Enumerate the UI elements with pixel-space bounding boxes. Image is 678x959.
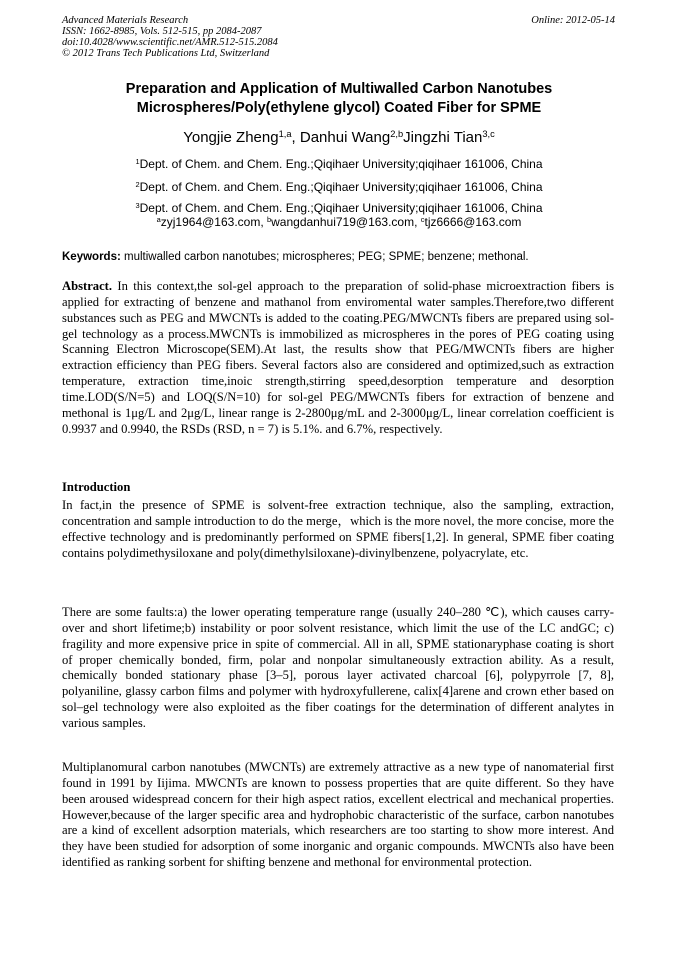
author-affiliation-mark: 3,c [482,128,495,139]
journal-header [62,15,278,59]
email-address: zyj1964@163.com, [160,215,267,229]
doi-line: doi:10.4028/www.scientific.net/AMR.512-515.2084 [62,37,278,48]
author-affiliation-mark: 1,a [278,128,292,139]
email-line [60,215,618,229]
affiliation-number: 3 [135,200,140,210]
introduction-paragraph-2: There are some faults:a) the lower operating temperature range (usually 240–280 ℃), which causes carry-over and short lifetime;b) instability or poor solvent resistance, which limit the use of the LC andGC; c) fragility and more expensive price in spite of commercial. All in all, SPME stationaryphase coating is short of proper chemically bonded, firm, polar and nonpolar simultaneously extraction ability. As a result, chemically bonded stationary phase [3–5], porous layer activated charcoal [6], polypyrrole [7, 8], polyaniline, glassy carbon films and polymer with hydroxyfullerene, calix[4]arene and crown ether based on sol–gel technology were also exploited as the fiber coatings for the determination of different analytes in various samples. [62,605,614,730]
author-affiliation-mark: 2,b [390,128,404,139]
affiliation-text: Dept. of Chem. and Chem. Eng.;Qiqihaer University;qiqihaer 161006, China [139,157,543,171]
email-mark: a [156,214,161,224]
abstract-text: In this context,the sol-gel approach to the preparation of solid-phase microextraction fibers is applied for extracting of benzene and mathanol from enviromental water samples.Therefore,two different substances such as PEG and MWCNTs is added to the coating.PEG/MWCNTs fibers are prepared using sol-gel technology as a process.MWCNTs is immobilized as microspheres in the pores of PEG coating using Scanning Electron Microscope(SEM).At last, the results show that PEG/MWCNTs fibers are higher extraction efficiency than PEG fibers. Several factors also are considered and optimized,such as extraction temperature, extraction time,inoic strength,stirring speed,desorption temperature and desorption time.LOD(S/N=5) and LOQ(S/N=10) for sol-gel PEG/MWCNTs fibers for extraction of benzene and methonal is 1μg/L and 2μg/L, linear range is 2-2800μg/mL and 2-3000μg/L, linear correlation coefficient is 0.9937 and 0.9940, the RSDs (RSD, n = 7) is 5.1%. and 6.7%, respectively. [62,279,614,436]
online-date: Online: 2012-05-14 [531,15,615,26]
section-heading-introduction: Introduction [62,480,131,494]
author-name: Danhui Wang [299,129,391,146]
author-name: Jingzhi Tian [403,129,483,146]
email-address: tjz6666@163.com [424,215,522,229]
journal-name: Advanced Materials Research [62,15,189,26]
author-separator: , [291,129,300,146]
keywords [62,250,618,264]
affiliation-3 [60,201,618,215]
affiliation-number: 2 [135,179,140,189]
abstract-label: Abstract. [62,279,113,293]
paper-title [60,80,618,118]
affiliation-text: Dept. of Chem. and Chem. Eng.;Qiqihaer University;qiqihaer 161006, China [139,201,543,215]
copyright-line: © 2012 Trans Tech Publications Ltd, Switzerland [62,48,270,59]
affiliation-number: 1 [135,156,140,166]
affiliation-2 [60,180,618,194]
email-address: wangdanhui719@163.com, [271,215,421,229]
introduction-paragraph-1: In fact,in the presence of SPME is solvent-free extraction technique, also the sampling, extraction, concentration and sample introduction to do the merge，which is the more novel, the more concise, more the effective technology and is predominantly performed on SPME fibers[1,2]. In general, SPME fiber coating contains polydimethysiloxane and poly(dimethylsiloxane)-divinylbenzene, polyacrylate, etc. [62,498,614,560]
affiliation-1 [60,157,618,171]
author-name: Yongjie Zheng [183,129,279,146]
introduction-paragraph-3: Multiplanomural carbon nanotubes (MWCNTs) are extremely attractive as a new type of nanomaterial first found in 1991 by Iijima. MWCNTs are known to possess properties that are quite different. So they have been aroused widespread concern for their high aspect ratios, excellent electrical and mechanical properties. However,because of the larger specific area and hydrophobic characteristic of the surface, carbon nanotubes are a kind of excellent adsorption materials, which researchers are too starting to show more interest. And they have been studied for adsorption of some inorganic and organic compounds. MWCNTs also have been identified as ranking sorbent for shifting benzene and methonal for environmental protection. [62,760,614,870]
issn-line: ISSN: 1662-8985, Vols. 512-515, pp 2084-2087 [62,26,262,37]
author-list [60,129,618,147]
email-mark: c [420,214,425,224]
title-line-1: Preparation and Application of Multiwalled Carbon Nanotubes [125,81,553,97]
keywords-label: Keywords: [62,251,121,263]
abstract [62,279,614,437]
keywords-text: multiwalled carbon nanotubes; microspheres; PEG; SPME; benzene; methonal. [120,251,529,263]
affiliation-text: Dept. of Chem. and Chem. Eng.;Qiqihaer University;qiqihaer 161006, China [139,180,543,194]
email-mark: b [267,214,272,224]
title-line-2: Microspheres/Poly(ethylene glycol) Coated Fiber for SPME [136,100,542,116]
